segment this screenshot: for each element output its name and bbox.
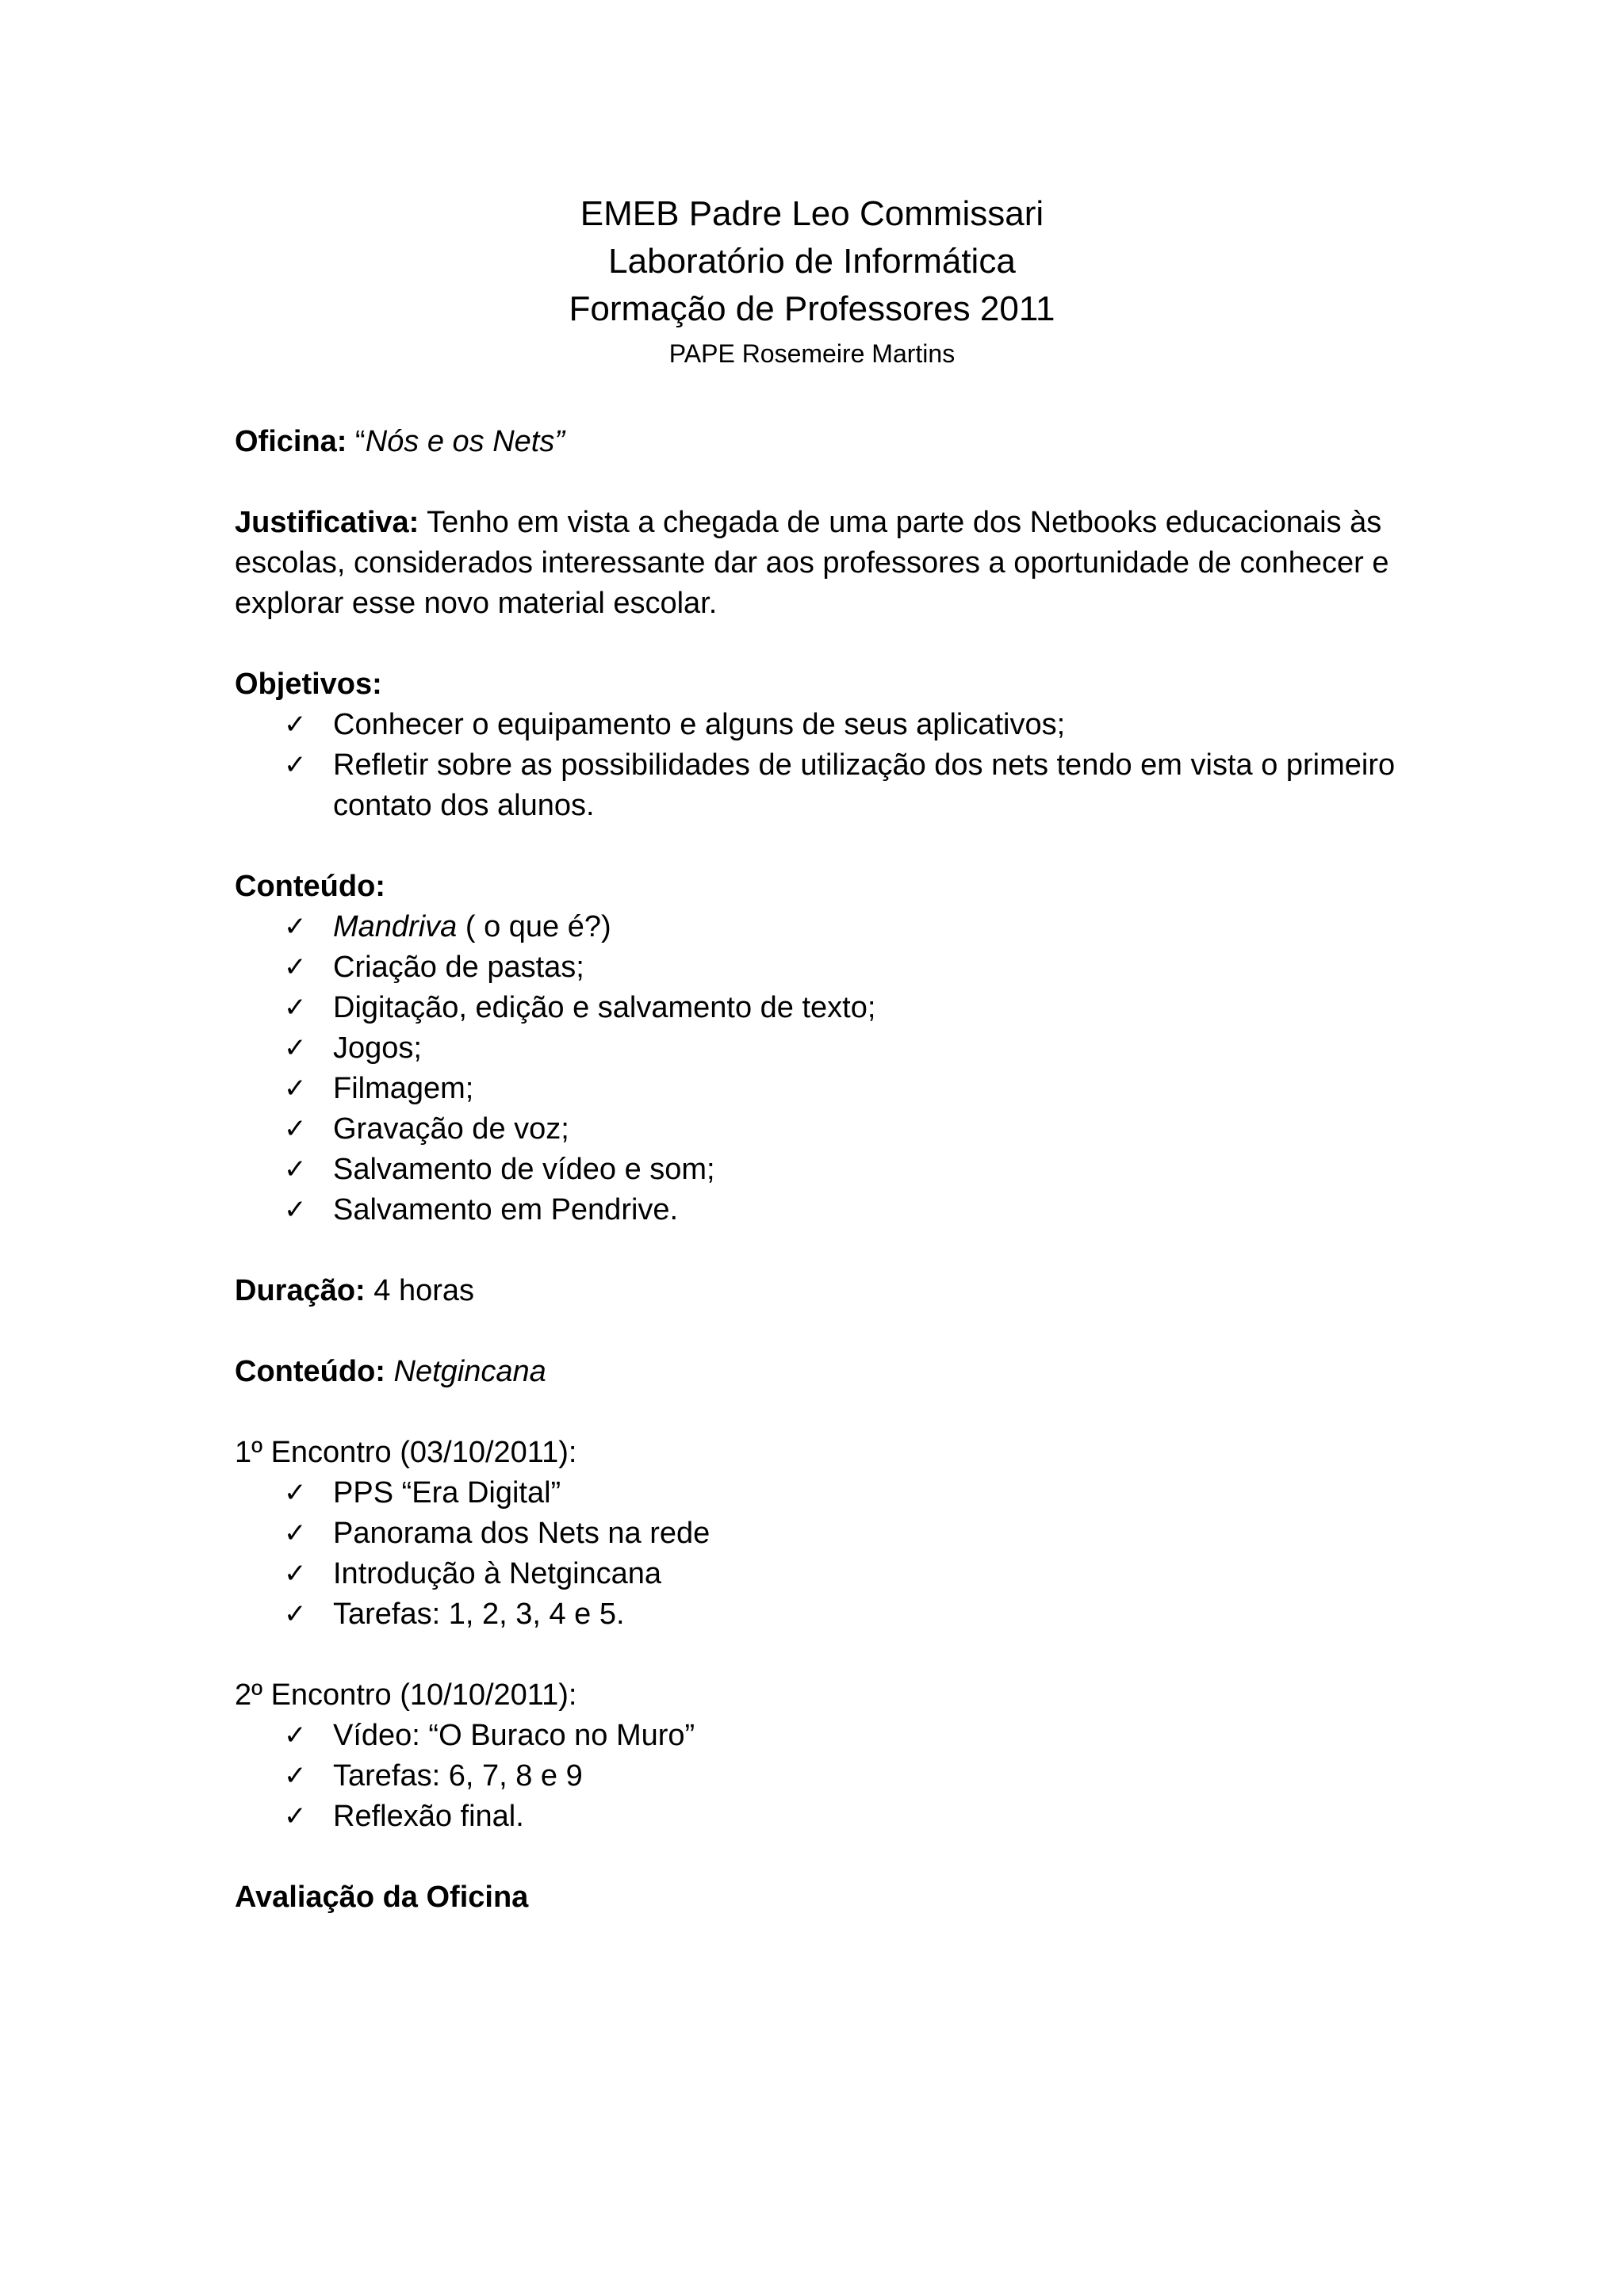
list-item-text: Jogos;	[333, 1031, 422, 1065]
conteudo2-section	[235, 1352, 1424, 1392]
check-mark-icon: ✓	[284, 1800, 307, 1832]
list-item-text: Gravação de voz;	[333, 1112, 569, 1146]
check-mark-icon: ✓	[284, 1558, 307, 1590]
justificativa-label: Justificativa:	[235, 506, 419, 539]
check-mark-icon: ✓	[284, 1073, 307, 1104]
document-header	[0, 190, 1624, 373]
justificativa-section	[235, 503, 1424, 624]
list-item-text: Criação de pastas;	[333, 951, 584, 984]
list-item	[235, 1150, 1424, 1190]
list-item-text: Filmagem;	[333, 1072, 474, 1105]
check-mark-icon: ✓	[284, 992, 307, 1024]
list-item	[235, 1069, 1424, 1109]
duracao-label: Duração:	[235, 1274, 366, 1307]
training-title: Formação de Professores 2011	[569, 289, 1055, 328]
encontro2-title: 2º Encontro (10/10/2011):	[235, 1678, 577, 1712]
oficina-open-quote: “	[347, 425, 366, 458]
list-item	[235, 988, 1424, 1028]
check-mark-icon: ✓	[284, 1760, 307, 1792]
oficina-title: Nós e os Nets”	[365, 425, 565, 458]
list-item-italic: Mandriva	[333, 910, 458, 943]
list-item-text: Refletir sobre as possibilidades de utilização dos nets tendo em vista o primeiro contato dos alunos.	[333, 748, 1396, 822]
list-item	[235, 1028, 1424, 1069]
list-item	[235, 1190, 1424, 1230]
objetivos-list	[235, 705, 1424, 826]
oficina-label: Oficina:	[235, 425, 347, 458]
check-mark-icon: ✓	[284, 1032, 307, 1064]
check-mark-icon: ✓	[284, 1113, 307, 1145]
check-mark-icon: ✓	[284, 709, 307, 740]
list-item-text: ( o que é?)	[457, 910, 611, 943]
list-item-text: Conhecer o equipamento e alguns de seus aplicativos;	[333, 708, 1066, 741]
list-item-text: Panorama dos Nets na rede	[333, 1517, 710, 1550]
conteudo-section	[235, 867, 1424, 1230]
encontro1-list	[235, 1473, 1424, 1635]
list-item-text: Digitação, edição e salvamento de texto;	[333, 991, 876, 1024]
list-item	[235, 1797, 1424, 1837]
list-item-text: Salvamento em Pendrive.	[333, 1193, 679, 1226]
list-item-text: Tarefas: 6, 7, 8 e 9	[333, 1759, 583, 1793]
list-item	[235, 1716, 1424, 1756]
lab-name: Laboratório de Informática	[608, 242, 1016, 281]
list-item-text: Vídeo: “O Buraco no Muro”	[333, 1719, 695, 1752]
list-item	[235, 705, 1424, 745]
objetivos-section	[235, 664, 1424, 826]
list-item	[235, 947, 1424, 988]
encontro1-section	[235, 1433, 1424, 1635]
conteudo-list	[235, 907, 1424, 1230]
conteudo2-value: Netgincana	[393, 1355, 546, 1388]
encontro2-list	[235, 1716, 1424, 1837]
check-mark-icon: ✓	[284, 1154, 307, 1185]
check-mark-icon: ✓	[284, 951, 307, 983]
school-name: EMEB Padre Leo Commissari	[580, 194, 1044, 233]
encontro1-title: 1º Encontro (03/10/2011):	[235, 1436, 577, 1469]
avaliacao-heading: Avaliação da Oficina	[235, 1881, 529, 1914]
check-mark-icon: ✓	[284, 911, 307, 943]
check-mark-icon: ✓	[284, 1194, 307, 1226]
justificativa-text: Tenho em vista a chegada de uma parte dos Netbooks educacionais às escolas, considerados interessante dar aos professores a oportunidade de conhecer e explorar esse novo material escolar.	[235, 506, 1389, 620]
list-item	[235, 1513, 1424, 1554]
author-name: PAPE Rosemeire Martins	[668, 339, 956, 368]
check-mark-icon: ✓	[284, 1477, 307, 1509]
conteudo2-label: Conteúdo:	[235, 1355, 385, 1388]
oficina-section	[235, 422, 1424, 462]
list-item-text: Reflexão final.	[333, 1800, 524, 1833]
encontro2-section	[235, 1675, 1424, 1837]
check-mark-icon: ✓	[284, 749, 307, 781]
list-item	[235, 745, 1424, 826]
duracao-section	[235, 1271, 1424, 1311]
list-item	[235, 907, 1424, 947]
list-item	[235, 1594, 1424, 1635]
document-body	[235, 422, 1424, 1918]
list-item-text: PPS “Era Digital”	[333, 1476, 561, 1510]
list-item	[235, 1756, 1424, 1797]
check-mark-icon: ✓	[284, 1720, 307, 1751]
objetivos-label: Objetivos:	[235, 668, 382, 701]
list-item-text: Introdução à Netgincana	[333, 1557, 662, 1590]
list-item-text: Salvamento de vídeo e som;	[333, 1153, 715, 1186]
list-item	[235, 1109, 1424, 1150]
check-mark-icon: ✓	[284, 1517, 307, 1549]
list-item-text: Tarefas: 1, 2, 3, 4 e 5.	[333, 1598, 625, 1631]
list-item	[235, 1554, 1424, 1594]
duracao-value: 4 horas	[365, 1274, 475, 1307]
conteudo-label: Conteúdo:	[235, 870, 385, 903]
check-mark-icon: ✓	[284, 1598, 307, 1630]
list-item	[235, 1473, 1424, 1513]
